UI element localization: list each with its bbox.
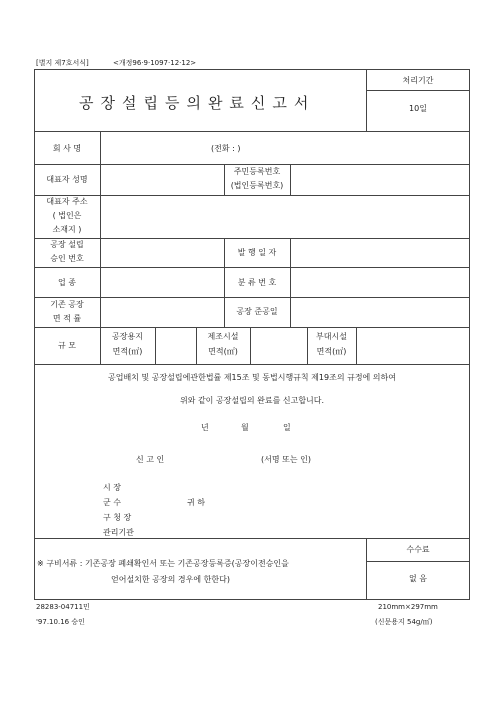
column-divider — [250, 327, 251, 364]
addressee-honorific: 귀 하 — [187, 498, 205, 507]
reporter-label: 신 고 인 — [136, 455, 165, 464]
date-month: 월 — [241, 423, 249, 432]
issue-date-label: 발 행 일 자 — [237, 248, 277, 257]
approval-number-label: 승인 번호 — [50, 254, 84, 263]
form-code: 28283-04711민 — [36, 603, 90, 611]
fee-label: 수수료 — [406, 545, 430, 554]
revision-note: <개정96·9·1097·12·12> — [113, 59, 197, 67]
fee-value: 없 음 — [409, 574, 427, 583]
resident-number-label: 주민등록번호 — [233, 167, 281, 176]
approval-number-label: 공장 설립 — [50, 240, 84, 249]
business-type-label: 업 종 — [58, 278, 76, 287]
column-divider — [290, 164, 291, 195]
statement-line-1: 공업배치 및 공장설립에관한법률 제15조 및 동법시행규칙 제19조의 규정에 의하여 — [108, 373, 396, 382]
existing-factory-label: 기존 공장 — [50, 300, 84, 309]
representative-address-label: 소재지 ) — [52, 225, 82, 234]
divider — [366, 90, 470, 91]
row-divider — [34, 538, 470, 539]
auxiliary-area-label: 부대시설 — [316, 332, 347, 341]
date-day: 일 — [283, 423, 291, 432]
representative-address-label: ( 법인은 — [52, 211, 82, 220]
addressee-mayor: 시 장 — [103, 483, 121, 492]
paper-size: 210mm×297mm — [378, 603, 438, 611]
processing-period-label: 처리기간 — [402, 76, 434, 85]
addressee-district-head: 구 청 장 — [103, 513, 132, 522]
divider — [366, 561, 470, 562]
signature-note: (서명 또는 인) — [261, 455, 311, 464]
column-divider — [290, 238, 291, 327]
date-year: 년 — [201, 423, 209, 432]
paper-type: (신문용지 54g/㎡) — [375, 618, 433, 626]
form-number: [별지 제7호서식] — [36, 59, 89, 67]
form-title: 공장설립등의완료신고서 — [79, 94, 316, 112]
required-documents-line-1: ※ 구비서류 : 기존공장 폐쇄확인서 또는 기존공장등록증(공장이전승인을 — [37, 559, 289, 568]
auxiliary-area-unit: 면적(㎡) — [316, 347, 347, 356]
representative-name-label: 대표자 성명 — [46, 175, 88, 184]
manufacturing-area-label: 제조시설 — [207, 332, 239, 341]
processing-period-value: 10일 — [409, 104, 427, 113]
classification-number-label: 분 류 번 호 — [237, 278, 277, 287]
addressee-county-head: 군 수 — [103, 498, 121, 507]
addressee-management-agency: 관리기관 — [103, 528, 134, 537]
completion-date-label: 공장 준공일 — [236, 307, 278, 316]
site-area-unit: 면적(㎡) — [112, 347, 143, 356]
column-divider — [100, 131, 101, 364]
scale-label: 규 모 — [58, 341, 76, 350]
site-area-label: 공장용지 — [112, 332, 143, 341]
manufacturing-area-unit: 면적(㎡) — [208, 347, 238, 356]
required-documents-line-2: 얻어설치한 공장의 경우에 한한다) — [111, 575, 230, 584]
statement-line-2: 위와 같이 공장설립의 완료를 신고합니다. — [179, 396, 325, 405]
existing-factory-label: 면 적 률 — [52, 314, 82, 323]
approval-date: '97.10.16 승인 — [36, 618, 85, 626]
representative-address-label: 대표자 주소 — [46, 197, 88, 206]
row-divider — [34, 364, 470, 365]
corporate-number-label: (법인등록번호) — [230, 181, 284, 190]
company-phone: (전화 : ) — [211, 144, 241, 153]
column-divider — [356, 327, 357, 364]
company-name-label: 회 사 명 — [52, 144, 82, 153]
column-divider — [155, 327, 156, 364]
